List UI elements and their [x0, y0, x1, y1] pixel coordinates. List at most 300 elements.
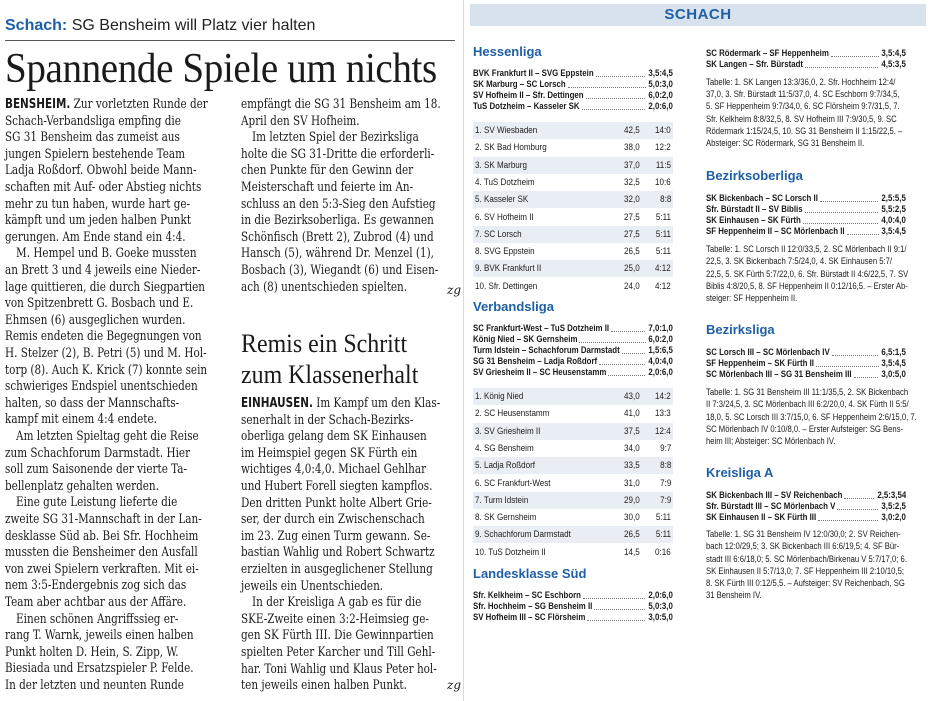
headline: Spannende Spiele um nichts: [5, 46, 437, 92]
match-score: 2,0:6,0: [648, 591, 673, 601]
result-row: [706, 216, 906, 226]
result-row: [473, 591, 673, 601]
leader-dots: [803, 223, 879, 224]
leader-dots: [587, 620, 645, 621]
match-points: 7:9: [659, 494, 671, 506]
table-row: [473, 139, 673, 156]
leader-dots: [831, 56, 879, 57]
result-row: [473, 80, 673, 90]
standings-note: 22,5, 5. SK Fürth 5:7/22,0, 6. Sfr. Bürstadt II 4:6/22,5, 7. SV: [706, 268, 909, 280]
article-line: [241, 396, 440, 413]
standings-note: 37,0, 3. Sfr. Bürstadt 11:5/37,0, 4. SC Eschborn 9:7/34,5,: [706, 89, 900, 101]
standings-note: Sfr. Kelkheim 8:8/32,5, 8. SV Hofheim III 7:9/30,5, 9. SC: [706, 113, 897, 125]
match-label: BVK Frankfurt II – SVG Eppstein: [473, 69, 594, 79]
board-points: 24,0: [624, 280, 640, 292]
article-line: [5, 230, 186, 247]
standings-note: II 7:3/24,5, 3. SC Mörlenbach III 6:2/20,0, 4. SK Fürth II 5:5/: [706, 399, 909, 411]
article-text: ach (8) unentschieden spielten.: [241, 279, 408, 295]
leader-dots: [579, 342, 645, 343]
article-line: [5, 479, 159, 496]
article-line: [241, 163, 413, 180]
result-row: [706, 49, 906, 59]
team-name: 4. TuS Dotzheim: [475, 176, 535, 188]
board-points: 27,5: [624, 228, 640, 240]
article-text: chen Punkte für den Gewinn der: [241, 163, 414, 179]
article-text: Team aber achtbar aus der Affäre.: [5, 595, 187, 610]
table-row: [473, 174, 673, 191]
match-label: Sfr. Hochheim – SG Bensheim II: [473, 602, 593, 612]
team-name: 8. SK Gernsheim: [475, 512, 537, 524]
team-name: 1. König Nied: [475, 391, 524, 402]
article-line: [241, 612, 429, 629]
board-points: 30,0: [624, 512, 640, 524]
article-text: bastian Wahlig und Robert Schwartz: [241, 545, 435, 561]
standings-note: bach 12:0/29,5; 3. SK Bickenbach III 6:6/19,5; 4. SF Bür-: [706, 541, 900, 553]
standings-note: stadt III 6:6/18,0; 5. SC Mörlenbach/Birkenau V 5:7/17,0; 6.: [706, 553, 907, 565]
table-row: [473, 243, 673, 260]
section-title-kreisliga: Kreisliga A: [706, 465, 774, 481]
article-text: empfängt die SG 31 Bensheim am 18.: [241, 97, 441, 112]
standings-note: steiger: SF Heppenheim II.: [706, 293, 798, 304]
article-line: [241, 446, 417, 463]
article-line: [241, 662, 437, 679]
table-row: [473, 492, 673, 509]
board-points: 41,0: [624, 408, 640, 420]
article-line: [5, 147, 185, 164]
result-row: [706, 513, 906, 523]
leader-dots: [608, 375, 645, 376]
article-text: im Heimspiel gegen SK Fürth ein: [241, 445, 418, 461]
team-name: 2. SC Heusenstamm: [475, 408, 550, 420]
section-title-bezirksliga: Bezirksliga: [706, 322, 775, 338]
dateline: BENSHEIM.: [5, 97, 71, 112]
match-score: 3,5:4,5: [881, 227, 906, 238]
article-text: Eine gute Leistung lieferte die: [16, 495, 178, 511]
match-points: 0:16: [655, 546, 671, 558]
match-points: 8:8: [659, 460, 671, 472]
board-points: 33,5: [624, 460, 640, 472]
article-line: [5, 446, 190, 463]
board-points: 43,0: [624, 391, 640, 402]
match-label: SF Heppenheim II – SC Mörlenbach II: [706, 227, 845, 238]
article-text: Einen schönen Angriffssieg er-: [16, 611, 179, 627]
article-line: [241, 545, 435, 562]
result-row: [706, 60, 906, 70]
result-row: [473, 69, 673, 79]
article-line: [5, 396, 179, 413]
match-label: TuS Dotzheim – Kasseler SK: [473, 102, 580, 112]
match-label: SK Bickenbach – SC Lorsch II: [706, 194, 818, 205]
table-row: [473, 405, 673, 422]
match-label: SV Hofheim II – Sfr. Dettingen: [473, 91, 584, 101]
board-points: 29,0: [624, 494, 640, 506]
result-row: [706, 348, 906, 358]
match-score: 4,0:4,0: [648, 357, 673, 367]
article-line: [241, 213, 434, 230]
article-line: [241, 628, 434, 645]
article-text: schluss an den 5:3-Sieg den Aufstieg: [241, 196, 436, 212]
article-line: [5, 429, 199, 446]
team-name: 5. Ladja Roßdorf: [475, 460, 536, 472]
match-label: Sfr. Bürstadt III – SC Mörlenbach V: [706, 502, 836, 513]
team-name: 10. Sfr. Dettingen: [475, 280, 538, 292]
article-line: [241, 678, 407, 695]
match-score: 4,5:3,5: [881, 60, 906, 70]
article-line: [241, 562, 433, 579]
kicker-rule: [5, 40, 455, 41]
article-text: desklasse Süd ab. Bei Sfr. Hochheim: [5, 528, 199, 544]
leader-dots: [854, 377, 879, 378]
article-line: [5, 346, 207, 363]
column-divider: [463, 0, 464, 701]
article-text: rang T. Warnk, jeweils einen halben: [5, 628, 194, 644]
article-line: [241, 246, 434, 263]
result-row: [473, 602, 673, 612]
leader-dots: [586, 98, 646, 99]
board-points: 34,0: [624, 442, 640, 454]
match-score: 3,5:4,5: [648, 69, 673, 79]
leader-dots: [599, 364, 645, 365]
article-text: in die Bezirksoberliga. Es gewannen: [241, 213, 434, 229]
table-row: [473, 440, 673, 457]
match-label: SK Bickenbach III – SV Reichenbach: [706, 491, 843, 502]
result-row: [706, 194, 906, 204]
board-points: 32,5: [624, 176, 640, 188]
match-label: SV Hofheim III – SC Flörsheim: [473, 613, 586, 623]
article-line: [5, 263, 200, 280]
match-points: 12:4: [655, 425, 671, 437]
article-line: [5, 197, 190, 214]
table-row: [473, 544, 673, 561]
article-line: [241, 479, 432, 496]
article-text: an Brett 3 und 4 jeweils eine Nieder-: [5, 263, 201, 278]
article-line: [5, 213, 191, 230]
result-row: [706, 491, 906, 501]
article-text: M. Hempel und B. Goeke mussten: [16, 246, 197, 262]
team-name: 6. SV Hofheim II: [475, 211, 534, 223]
standings-note: SK Einhausen II 5:7/13,0; 7. SF Heppenheim III 2:10/10,5;: [706, 565, 904, 577]
article-text: Remis endeten die Begegnungen von: [5, 329, 202, 345]
match-points: 8:8: [659, 194, 671, 206]
article-text: zum Schachforum Darmstadt. Hier: [5, 445, 191, 461]
match-points: 7:9: [659, 477, 671, 489]
article-text: oberliga gelang dem SK Einhausen: [241, 429, 427, 445]
table-row: [473, 388, 673, 405]
article-text: In der Kreisliga A gab es für die: [252, 595, 422, 611]
leader-dots: [805, 212, 879, 213]
article-line: [5, 529, 198, 546]
standings-note: SC Mörlenbach IV 0:10/8,0. – Erster Aufsteiger: SG Bens-: [706, 423, 904, 435]
leader-dots: [594, 609, 645, 610]
signature: zg: [447, 678, 462, 692]
article-line: [5, 130, 180, 147]
article-text: zweite SG 31-Mannschaft in der Lan-: [5, 512, 202, 527]
article-line: [5, 329, 202, 346]
leader-dots: [837, 509, 878, 510]
standings-note: Tabelle: 1. SG 31 Bensheim III 11:1/35,5, 2. SK Bickenbach: [706, 387, 909, 399]
board-points: 26,5: [624, 529, 640, 541]
match-score: 2,5:3,54: [877, 491, 906, 502]
article-text: wichtiges 4,0:4,0. Michael Gehlhar: [241, 462, 427, 478]
result-row: [473, 368, 673, 378]
match-label: SC Lorsch III – SC Mörlenbach IV: [706, 348, 830, 359]
article-text: SG 31 Bensheim das zumeist aus: [5, 130, 180, 146]
result-row: [473, 324, 673, 334]
standings-note: 18,0, 5. SC Lorsch III 3:7/15,0, 6. SF Heppenheim 2:6/15,0, 7.: [706, 411, 917, 423]
table-row: [473, 157, 673, 174]
article-line: [241, 230, 434, 247]
headline2-line1: Remis ein Schritt: [241, 329, 408, 358]
match-score: 3,0:5,0: [881, 370, 906, 381]
article-line: [5, 512, 202, 529]
match-label: SK Marburg – SC Lorsch: [473, 80, 566, 90]
kicker-text: SG Bensheim will Platz vier halten: [71, 17, 316, 34]
match-label: SK Einhausen II – SK Fürth III: [706, 513, 817, 524]
leader-dots: [844, 498, 874, 499]
section-title-bezirksoberliga: Bezirksoberliga: [706, 168, 803, 184]
article-text: Punkt holten D. Hein, S. Zipp, W.: [5, 644, 179, 660]
article-line: [5, 180, 201, 197]
article-text: Biesiada und Ersatzspieler P. Felde.: [5, 661, 194, 677]
board-points: 31,0: [624, 477, 640, 489]
match-score: 3,5:4,5: [881, 359, 906, 370]
section-title-hessenliga: Hessenliga: [473, 44, 542, 59]
leader-dots: [583, 598, 646, 599]
match-points: 12:2: [655, 142, 671, 154]
result-row: [473, 357, 673, 367]
match-points: 9:7: [659, 442, 671, 454]
article-line: [241, 579, 383, 596]
team-name: 2. SK Bad Homburg: [475, 142, 547, 154]
table-row: [473, 226, 673, 243]
article-text: mussten die Bensheimer den Ausfall: [5, 545, 198, 561]
article-line: [5, 280, 205, 297]
article-text: April den SV Hofheim.: [241, 113, 360, 129]
team-name: 9. BVK Frankfurt II: [475, 263, 542, 275]
result-row: [706, 359, 906, 369]
article-text: Schönfisch (Brett 2), Zubrod (4) und: [241, 229, 434, 245]
match-label: Sfr. Kelkheim – SC Eschborn: [473, 591, 581, 601]
article-line: [241, 462, 426, 479]
table-row: [473, 122, 673, 139]
match-points: 5:11: [655, 211, 671, 223]
results-sidebar: [470, 0, 929, 701]
match-label: SK Einhausen – SK Fürth: [706, 216, 801, 227]
article-line: [5, 545, 198, 562]
leader-dots: [818, 520, 878, 521]
article-line: [241, 147, 434, 164]
article-text: Den dritten Punkt holte Albert Grie-: [241, 495, 432, 511]
table-row: [473, 423, 673, 440]
standings-note: Tabelle: 1. SC Lorsch II 12:0/33,5, 2. SC Mörlenbach II 9:1/: [706, 244, 907, 256]
article-text: Meisterschaft und feierte im An-: [241, 180, 414, 195]
board-points: 32,0: [624, 194, 640, 206]
article-text: Im Kampf um den Klas-: [312, 396, 441, 411]
article-column: [5, 0, 462, 701]
standings-note: Tabelle: 1. SK Langen 13:3/36,0, 2. Sfr. Hochheim 12:4/: [706, 77, 896, 88]
team-name: 3. SK Marburg: [475, 159, 527, 171]
standings-note: Tabelle: 1. SG 31 Bensheim IV 12:0/30,0; 2. SV Reichen-: [706, 529, 901, 541]
article-text: lage quittieren, die durch Siegpartien: [5, 279, 206, 295]
match-points: 5:11: [655, 228, 671, 240]
article-text: ten jeweils einen halben Punkt.: [241, 678, 407, 694]
result-row: [473, 346, 673, 356]
team-name: 9. Schachforum Darmstadt: [475, 529, 571, 541]
article-text: H. Stelzer (2), B. Petri (5) und M. Hol-: [5, 346, 207, 361]
match-label: König Nied – SK Gernsheim: [473, 335, 578, 345]
table-row: [473, 191, 673, 208]
team-name: 3. SV Griesheim II: [475, 425, 541, 437]
article-text: torp (8). Auch K. Krick (7) konnte sein: [5, 362, 208, 378]
article-line: [5, 612, 178, 629]
article-text: kampf mit einem 4:4 endete.: [5, 412, 157, 428]
article-line: [5, 562, 199, 579]
article-line: [5, 97, 208, 114]
article-line: [241, 180, 413, 197]
result-row: [473, 613, 673, 623]
match-score: 5,0:3,0: [648, 602, 673, 612]
article-text: SKE-Zweite einen 3:2-Heimsieg ge-: [241, 611, 429, 627]
article-line: [241, 197, 436, 214]
result-row: [706, 205, 906, 215]
leader-dots: [622, 353, 646, 354]
team-name: 7. Turm Idstein: [475, 494, 529, 506]
match-score: 2,0:6,0: [648, 368, 673, 378]
match-points: 5:11: [655, 529, 671, 541]
article-line: [5, 412, 157, 429]
article-line: [241, 97, 441, 114]
match-score: 2,5:5,5: [881, 194, 906, 205]
article-line: [5, 246, 197, 263]
article-line: [241, 512, 425, 529]
article-line: [241, 645, 435, 662]
article-line: [5, 313, 185, 330]
result-row: [706, 502, 906, 512]
match-label: SC Frankfurt-West – TuS Dotzheim II: [473, 324, 610, 334]
standings-note: Absteiger: SC Rödermark, SG 31 Bensheim II.: [706, 138, 865, 149]
article-text: ser, der durch ein Zwischenschach: [241, 512, 425, 528]
article-line: [241, 280, 407, 297]
kicker-topic: Schach:: [5, 17, 68, 34]
article-text: schwieriges Endspiel unentschieden: [5, 379, 198, 395]
article-line: [5, 114, 181, 131]
table-row: [473, 209, 673, 226]
article-text: senerhalt in der Schach-Bezirks-: [241, 412, 414, 428]
match-label: Sfr. Bürstadt II – SV Biblis: [706, 205, 803, 216]
article-line: [5, 595, 186, 612]
article-text: halten, so dass der Mannschafts-: [5, 395, 180, 411]
match-label: SC Mörlenbach III – SG 31 Bensheim III: [706, 370, 852, 381]
board-points: 26,5: [624, 246, 640, 258]
leader-dots: [816, 366, 879, 367]
match-score: 7,0:1,0: [648, 324, 673, 334]
article-text: Zur vorletzten Runde der: [70, 97, 208, 112]
article-line: [241, 496, 432, 513]
article-text: mehr zu tun haben, wurde hart ge-: [5, 196, 191, 212]
article-text: im 23. Zug einen Turm gewann. Se-: [241, 528, 431, 544]
section-title-verbandsliga: Verbandsliga: [473, 299, 554, 314]
leader-dots: [611, 331, 645, 332]
standings-note: Rödermark 1:15/24,5, 10. SG 31 Bensheim II 1:15/22,5. –: [706, 125, 903, 137]
article-text: jeweils ein Unentschieden.: [241, 578, 384, 594]
article-text: Im letzten Spiel der Bezirksliga: [252, 130, 419, 146]
result-row: [473, 91, 673, 101]
team-name: 4. SG Bensheim: [475, 442, 534, 454]
standings-note: 8. SK Fürth III 0:12/5,5. – Aufsteiger: SV Reichenbach, SG: [706, 578, 905, 589]
article-line: [5, 462, 187, 479]
article-line: [241, 413, 413, 430]
article-line: [241, 595, 421, 612]
match-label: SG 31 Bensheim – Ladja Roßdorf: [473, 357, 598, 367]
match-points: 5:11: [655, 512, 671, 524]
leader-dots: [582, 109, 646, 110]
standings-note: 31 Bensheim IV.: [706, 590, 762, 602]
article-text: Schach-Verbandsliga empfing die: [5, 113, 181, 129]
match-score: 5,5:2,5: [881, 205, 906, 216]
kicker: [5, 16, 315, 36]
article-text: schaften mit Auf- oder Abstieg nichts: [5, 180, 202, 195]
team-name: 1. SV Wiesbaden: [475, 125, 538, 136]
article-text: von zwei Spielern verkraften. Mit ei-: [5, 561, 199, 577]
dateline: EINHAUSEN.: [241, 396, 313, 411]
leader-dots: [596, 76, 646, 77]
team-name: 10. TuS Dotzheim II: [475, 546, 546, 558]
article-text: bellenplatz gehalten werden.: [5, 478, 159, 494]
table-row: [473, 278, 673, 295]
article-text: spielten Peter Karcher und Till Gehl-: [241, 645, 436, 660]
article-line: [241, 263, 438, 280]
standings-note: 22,5, 3. SK Bickenbach 7:5/24,0, 4. SK Einhausen 5:7/: [706, 256, 893, 268]
match-label: SF Heppenheim – SK Fürth II: [706, 359, 814, 370]
match-score: 6,5:1,5: [881, 348, 906, 359]
sidebar-banner: [470, 4, 926, 26]
team-name: 6. SC Frankfurt-West: [475, 477, 551, 489]
signature: zg: [447, 283, 462, 297]
article-line: [5, 678, 184, 695]
article-line: [5, 495, 177, 512]
article-line: [5, 661, 194, 678]
article-text: nem 3:5-Endergebnis zog sich das: [5, 578, 187, 594]
match-score: 3,0:5,0: [648, 613, 673, 623]
article-line: [5, 578, 186, 595]
article-line: [241, 429, 427, 446]
board-points: 37,0: [624, 159, 640, 171]
result-row: [706, 227, 906, 237]
board-points: 42,5: [624, 125, 640, 136]
match-score: 2,0:6,0: [648, 102, 673, 112]
match-label: Turm Idstein – Schachforum Darmstadt: [473, 346, 620, 356]
match-score: 1,5:6,5: [648, 346, 673, 356]
article-line: [5, 379, 198, 396]
team-name: 8. SVG Eppstein: [475, 246, 535, 258]
article-line: [5, 363, 207, 380]
table-row: [473, 260, 673, 277]
team-name: 7. SC Lorsch: [475, 228, 522, 240]
result-row: [473, 335, 673, 345]
standings-note: Biblis 4:8/20,5, 8. SF Heppenheim II 0:12/16,5. – Erster Ab-: [706, 280, 908, 292]
leader-dots: [568, 87, 646, 88]
match-label: SC Rödermark – SF Heppenheim: [706, 49, 829, 59]
match-score: 3,5:4,5: [881, 49, 906, 59]
article-text: Ladja Roßdorf. Obwohl beide Mann-: [5, 163, 197, 179]
match-points: 11:5: [655, 159, 671, 171]
match-score: 3,0:2,0: [881, 513, 906, 524]
match-points: 5:11: [655, 246, 671, 258]
leader-dots: [805, 67, 878, 68]
board-points: 38,0: [624, 142, 640, 154]
article-text: In der letzten und neunten Runde: [5, 678, 184, 693]
board-points: 14,5: [624, 546, 640, 558]
